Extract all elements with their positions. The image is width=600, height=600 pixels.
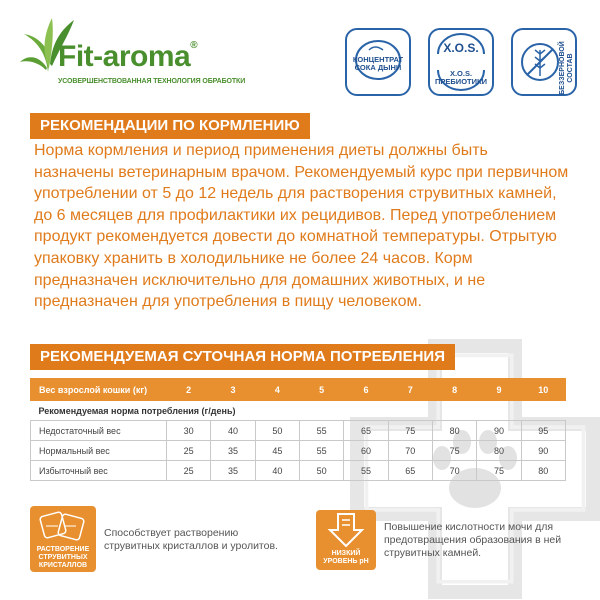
weight-cell: 4 — [255, 379, 299, 401]
table-row — [31, 461, 566, 481]
value-cell: 65 — [344, 421, 388, 441]
badge-line: ПРЕБИОТИКИ — [435, 77, 487, 86]
weight-cell: 5 — [299, 379, 343, 401]
value-cell: 55 — [344, 461, 388, 481]
melon-juice-badge — [345, 28, 411, 96]
value-cell: 75 — [432, 441, 476, 461]
value-cell: 70 — [388, 441, 432, 461]
badge-line: БЕЗЗЕРНОВОЙ СОСТАВ — [559, 41, 574, 95]
row-label: Нормальный вес — [31, 441, 167, 461]
value-cell: 25 — [167, 461, 211, 481]
badge-line: КОНЦЕНТРАТ — [352, 55, 404, 64]
value-cell: 90 — [477, 421, 521, 441]
value-cell: 65 — [388, 461, 432, 481]
feeding-text: Норма кормления и период применения диеты должны быть назначены ветеринарным врачом. Рекомендуемый курс при первичном употреблении от 5 до 12 недель для растворения струвитных камней, до 6 месяцев для профилактики их рецидивов. Перед употреблением продукт рекомендуется довести до комнатной температуры. Отрытую упаковку хранить в холодильнике не более 24 часов. Корм предназначен исключительно для домашних животных, и не предназначен для употребления в пищу человеком. — [34, 142, 569, 311]
value-cell: 55 — [299, 421, 343, 441]
feature-label: НИЗКИЙ — [331, 550, 361, 557]
badge-title: X.O.S. — [443, 41, 479, 55]
feature-text-line: Способствует растворению — [104, 527, 239, 539]
daily-norm-heading: РЕКОМЕНДУЕМАЯ СУТОЧНАЯ НОРМА ПОТРЕБЛЕНИЯ — [30, 344, 455, 370]
value-cell: 80 — [432, 421, 476, 441]
value-cell: 75 — [477, 461, 521, 481]
weight-cell: 2 — [167, 379, 211, 401]
weight-cell: 8 — [432, 379, 476, 401]
value-cell: 35 — [211, 441, 255, 461]
feature-text-line: струвитных кристаллов и уролитов. — [104, 540, 278, 552]
value-cell: 80 — [477, 441, 521, 461]
low-ph-icon — [316, 510, 376, 550]
xos-badge — [428, 28, 494, 96]
weight-cell: 6 — [344, 379, 388, 401]
table-row — [31, 421, 566, 441]
feature-text-line: предотвращения образования в ней — [384, 534, 562, 546]
value-cell: 60 — [344, 441, 388, 461]
feature-text-line: струвитных камней. — [384, 547, 482, 559]
feature-label: КРИСТАЛЛОВ — [38, 562, 88, 569]
feature-label: СТРУВИТНЫХ — [38, 554, 88, 561]
value-cell: 75 — [388, 421, 432, 441]
brand-name: Fit-aroma® — [58, 40, 198, 73]
feature-label: РАСТВОРЕНИЕ — [36, 546, 90, 553]
badge-line: X.O.S. — [449, 69, 473, 78]
feeding-heading: РЕКОМЕНДАЦИИ ПО КОРМЛЕНИЮ — [30, 113, 310, 139]
table-subheader-label: Рекомендуемая норма потребления (г/день) — [31, 401, 566, 421]
weight-cell: 10 — [521, 379, 565, 401]
row-label: Недостаточный вес — [31, 421, 167, 441]
brand-logo — [18, 14, 246, 94]
table-header-row — [31, 379, 566, 401]
weight-cell: 7 — [388, 379, 432, 401]
value-cell: 70 — [432, 461, 476, 481]
value-cell: 80 — [521, 461, 565, 481]
grain-free-badge — [511, 28, 577, 96]
feature-label: УРОВЕНЬ pH — [323, 558, 369, 565]
weight-cell: 9 — [477, 379, 521, 401]
table-subheader-row — [31, 401, 566, 421]
feature-text-line: Повышение кислотности мочи для — [384, 521, 554, 533]
value-cell: 50 — [255, 421, 299, 441]
struvite-crystals-icon — [30, 506, 96, 546]
daily-norm-table — [30, 378, 566, 481]
brand-tagline: УСОВЕРШЕНСТВОВАННАЯ ТЕХНОЛОГИЯ ОБРАБОТКИ — [58, 78, 246, 85]
row-label: Избыточный вес — [31, 461, 167, 481]
low-ph-feature-text — [384, 521, 561, 560]
low-ph-feature-badge — [316, 510, 376, 570]
value-cell: 50 — [299, 461, 343, 481]
value-cell: 55 — [299, 441, 343, 461]
value-cell: 25 — [167, 441, 211, 461]
table-header-label: Вес взрослой кошки (кг) — [31, 379, 167, 401]
value-cell: 90 — [521, 441, 565, 461]
value-cell: 35 — [211, 461, 255, 481]
value-cell: 95 — [521, 421, 565, 441]
badge-line: СОКА ДЫНИ — [354, 63, 402, 72]
weight-cell: 3 — [211, 379, 255, 401]
value-cell: 30 — [167, 421, 211, 441]
value-cell: 40 — [211, 421, 255, 441]
struvite-feature-text — [104, 527, 278, 553]
table-row — [31, 441, 566, 461]
struvite-feature-badge — [30, 506, 96, 572]
value-cell: 40 — [255, 461, 299, 481]
value-cell: 45 — [255, 441, 299, 461]
